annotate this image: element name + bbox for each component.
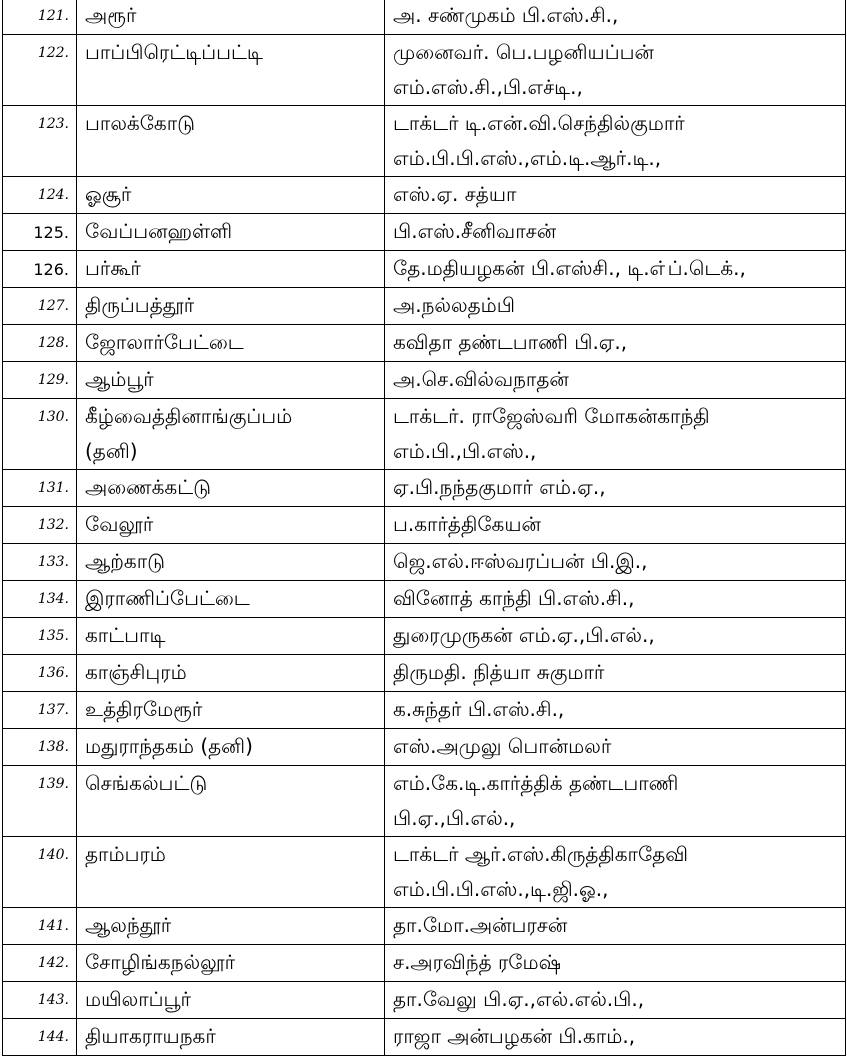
constituency-cell	[77, 837, 385, 908]
candidate-cell	[385, 362, 846, 399]
candidate-name: எஸ்.அமுலு பொன்மலர்	[393, 734, 612, 758]
table-row	[3, 106, 846, 177]
candidate-name: கவிதா தண்டபாணி பி.ஏ.,	[393, 330, 628, 354]
constituency-name: இராணிப்பேட்டை	[85, 586, 250, 610]
table-row	[3, 982, 846, 1019]
candidate-name: எம்.பி.பி.எஸ்.,டி.ஜி.ஓ.,	[393, 877, 609, 901]
constituency-name: ஆம்பூர்	[85, 367, 154, 391]
candidate-name: முனைவர். பெ.பழனியப்பன்	[393, 40, 654, 64]
constituency-cell	[77, 692, 385, 729]
constituency-cell	[77, 544, 385, 581]
row-number: 134.	[3, 581, 77, 618]
candidate-name: அ. சண்முகம் பி.எஸ்.சி.,	[393, 3, 619, 27]
candidate-cell	[385, 982, 846, 1019]
row-number: 133.	[3, 544, 77, 581]
constituency-name: உத்திரமேரூர்	[85, 697, 203, 721]
constituency-name: (தனி)	[85, 439, 138, 463]
candidate-cell	[385, 766, 846, 837]
row-number: 142.	[3, 945, 77, 982]
row-number: 135.	[3, 618, 77, 655]
table-row	[3, 0, 846, 35]
candidate-cell	[385, 729, 846, 766]
row-number: 122.	[3, 35, 77, 106]
row-number: 121.	[3, 0, 77, 35]
table-row	[3, 945, 846, 982]
constituency-cell	[77, 251, 385, 288]
candidate-name: வினோத் காந்தி பி.எஸ்.சி.,	[393, 586, 635, 610]
table-row	[3, 581, 846, 618]
constituency-cell	[77, 982, 385, 1019]
table-row	[3, 729, 846, 766]
candidate-cell	[385, 618, 846, 655]
row-number: 141.	[3, 908, 77, 945]
candidate-cell	[385, 251, 846, 288]
constituency-name: பாப்பிரெட்டிப்பட்டி	[85, 40, 263, 64]
table-row	[3, 618, 846, 655]
table-row	[3, 655, 846, 692]
table-row	[3, 214, 846, 251]
constituency-name: வேப்பனஹள்ளி	[85, 219, 233, 243]
candidate-cell	[385, 325, 846, 362]
candidate-cell	[385, 288, 846, 325]
table-row	[3, 470, 846, 507]
row-number: 140.	[3, 837, 77, 908]
candidate-cell	[385, 544, 846, 581]
constituency-name: மதுராந்தகம் (தனி)	[85, 734, 253, 758]
constituency-cell	[77, 729, 385, 766]
constituency-name: மயிலாப்பூர்	[85, 987, 191, 1011]
table-row	[3, 362, 846, 399]
constituency-name: ஆலந்தூர்	[85, 913, 172, 937]
table-row	[3, 908, 846, 945]
constituency-cell	[77, 655, 385, 692]
table-row	[3, 692, 846, 729]
table-row	[3, 837, 846, 908]
candidate-name: எம்.எஸ்.சி.,பி.எச்டி.,	[393, 75, 583, 99]
constituency-name: கீழ்வைத்தினாங்குப்பம்	[85, 404, 293, 428]
constituency-cell	[77, 581, 385, 618]
candidate-name: திருமதி. நித்யா சுகுமார்	[393, 660, 605, 684]
row-number: 129.	[3, 362, 77, 399]
constituency-name: தாம்பரம்	[85, 842, 166, 866]
candidate-cell	[385, 399, 846, 470]
constituency-name: அரூர்	[85, 3, 137, 27]
candidate-cell	[385, 507, 846, 544]
table-row	[3, 544, 846, 581]
constituency-cell	[77, 507, 385, 544]
constituency-name: சோழிங்கநல்லூர்	[85, 950, 236, 974]
constituency-cell	[77, 0, 385, 35]
constituency-cell	[77, 362, 385, 399]
constituency-cell	[77, 177, 385, 214]
candidate-name: தா.வேலு பி.ஏ.,எல்.எல்.பி.,	[393, 987, 645, 1011]
row-number: 137.	[3, 692, 77, 729]
constituency-cell	[77, 908, 385, 945]
candidate-name: ஜெ.எல்.ஈஸ்வரப்பன் பி.இ.,	[393, 549, 648, 573]
constituency-cell	[77, 214, 385, 251]
constituency-name: பர்கூர்	[85, 256, 141, 280]
candidate-cell	[385, 0, 846, 35]
row-number: 123.	[3, 106, 77, 177]
table-row	[3, 1019, 846, 1056]
constituency-cell	[77, 618, 385, 655]
candidate-cell	[385, 177, 846, 214]
table-row	[3, 251, 846, 288]
constituency-name: வேலூர்	[85, 512, 154, 536]
candidate-name: எம்.பி.,பி.எஸ்.,	[393, 439, 537, 463]
candidate-name: எம்.கே.டி.கார்த்திக் தண்டபாணி	[393, 771, 679, 795]
constituency-name: பாலக்கோடு	[85, 111, 196, 135]
candidate-cell	[385, 35, 846, 106]
candidate-name: க.சுந்தர் பி.எஸ்.சி.,	[393, 697, 565, 721]
constituency-name: செங்கல்பட்டு	[85, 771, 208, 795]
candidate-cell	[385, 214, 846, 251]
table-row	[3, 325, 846, 362]
constituency-cell	[77, 470, 385, 507]
constituency-cell	[77, 766, 385, 837]
row-number: 144.	[3, 1019, 77, 1056]
row-number: 130.	[3, 399, 77, 470]
candidate-table-body	[3, 0, 846, 1056]
candidate-cell	[385, 945, 846, 982]
row-number: 136.	[3, 655, 77, 692]
constituency-name: திருப்பத்தூர்	[85, 293, 195, 317]
constituency-cell	[77, 1019, 385, 1056]
candidate-cell	[385, 908, 846, 945]
row-number: 131.	[3, 470, 77, 507]
constituency-cell	[77, 945, 385, 982]
row-number: 143.	[3, 982, 77, 1019]
row-number: 124.	[3, 177, 77, 214]
table-row	[3, 288, 846, 325]
candidate-name: ச.அரவிந்த் ரமேஷ்	[393, 950, 561, 974]
candidate-name: அ.நல்லதம்பி	[393, 293, 515, 317]
constituency-name: ஓசூர்	[85, 182, 132, 206]
candidate-name: தே.மதியழகன் பி.எஸ்சி., டி.எ்ப்.டெக்.,	[393, 256, 746, 280]
candidate-name: பி.எஸ்.சீனிவாசன்	[393, 219, 557, 243]
constituency-cell	[77, 288, 385, 325]
table-row	[3, 35, 846, 106]
candidate-cell	[385, 581, 846, 618]
candidate-cell	[385, 470, 846, 507]
candidate-name: ப.கார்த்திகேயன்	[393, 512, 541, 536]
row-number: 125.	[3, 214, 77, 251]
candidate-name: ராஜா அன்பழகன் பி.காம்.,	[393, 1024, 636, 1048]
candidate-name: தா.மோ.அன்பரசன்	[393, 913, 568, 937]
candidate-table	[2, 0, 846, 1056]
candidate-cell	[385, 837, 846, 908]
candidate-name: ஏ.பி.நந்தகுமார் எம்.ஏ.,	[393, 475, 606, 499]
constituency-name: ஆற்காடு	[85, 549, 165, 573]
constituency-cell	[77, 106, 385, 177]
constituency-name: ஜோலார்பேட்டை	[85, 330, 244, 354]
candidate-name: அ.செ.வில்வநாதன்	[393, 367, 569, 391]
row-number: 132.	[3, 507, 77, 544]
candidate-name: டாக்டர். ராஜேஸ்வரி மோகன்காந்தி	[393, 404, 710, 428]
row-number: 127.	[3, 288, 77, 325]
constituency-name: அணைக்கட்டு	[85, 475, 211, 499]
constituency-name: காஞ்சிபுரம்	[85, 660, 187, 684]
table-row	[3, 766, 846, 837]
constituency-name: தியாகராயநகர்	[85, 1024, 216, 1048]
row-number: 128.	[3, 325, 77, 362]
constituency-name: காட்பாடி	[85, 623, 166, 647]
table-row	[3, 399, 846, 470]
candidate-name: துரைமுருகன் எம்.ஏ.,பி.எல்.,	[393, 623, 655, 647]
candidate-name: எஸ்.ஏ. சத்யா	[393, 182, 517, 206]
row-number: 139.	[3, 766, 77, 837]
row-number: 126.	[3, 251, 77, 288]
constituency-cell	[77, 35, 385, 106]
candidate-cell	[385, 1019, 846, 1056]
candidate-name: டாக்டர் ஆர்.எஸ்.கிருத்திகாதேவி	[393, 842, 688, 866]
candidate-cell	[385, 655, 846, 692]
constituency-cell	[77, 399, 385, 470]
candidate-name: டாக்டர் டி.என்.வி.செந்தில்குமார்	[393, 111, 685, 135]
constituency-cell	[77, 325, 385, 362]
table-row	[3, 177, 846, 214]
candidate-cell	[385, 692, 846, 729]
row-number: 138.	[3, 729, 77, 766]
candidate-name: பி.ஏ.,பி.எல்.,	[393, 806, 516, 830]
candidate-name: எம்.பி.பி.எஸ்.,எம்.டி.ஆர்.டி.,	[393, 146, 662, 170]
table-row	[3, 507, 846, 544]
candidate-cell	[385, 106, 846, 177]
